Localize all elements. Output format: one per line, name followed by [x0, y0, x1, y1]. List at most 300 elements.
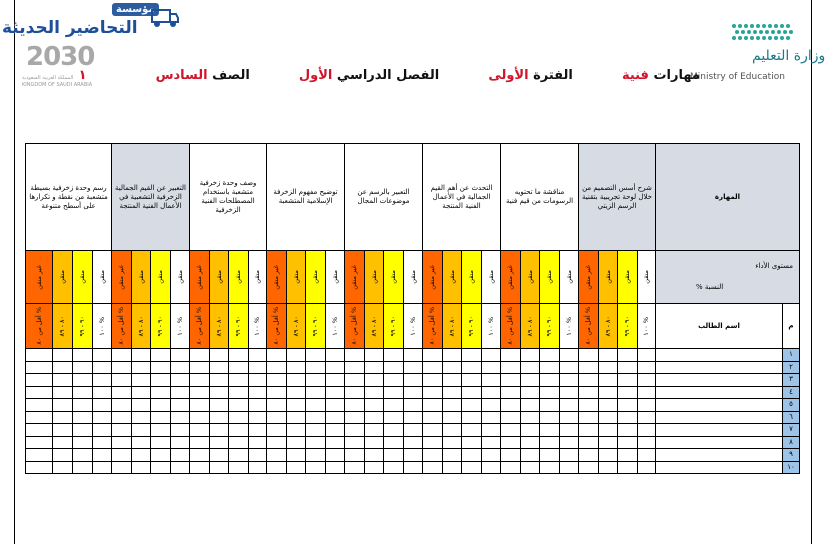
grade-cell[interactable] [482, 399, 501, 412]
grade-cell[interactable] [482, 374, 501, 387]
grade-cell[interactable] [365, 349, 384, 362]
grade-cell[interactable] [326, 349, 345, 362]
grade-cell[interactable] [462, 386, 482, 399]
grade-cell[interactable] [404, 411, 423, 424]
grade-cell[interactable] [365, 399, 384, 412]
grade-cell[interactable] [345, 361, 365, 374]
student-name-cell[interactable] [656, 449, 783, 462]
grade-cell[interactable] [210, 411, 229, 424]
grade-cell[interactable] [190, 374, 210, 387]
grade-cell[interactable] [482, 386, 501, 399]
grade-cell[interactable] [132, 361, 151, 374]
grade-cell[interactable] [618, 424, 638, 437]
grade-cell[interactable] [462, 461, 482, 474]
grade-cell[interactable] [229, 411, 249, 424]
grade-cell[interactable] [404, 449, 423, 462]
grade-cell[interactable] [93, 461, 112, 474]
grade-cell[interactable] [249, 399, 267, 412]
grade-cell[interactable] [618, 449, 638, 462]
grade-cell[interactable] [540, 361, 560, 374]
grade-cell[interactable] [365, 386, 384, 399]
grade-cell[interactable] [365, 374, 384, 387]
grade-cell[interactable] [579, 436, 599, 449]
grade-cell[interactable] [423, 361, 443, 374]
grade-cell[interactable] [501, 461, 521, 474]
grade-cell[interactable] [501, 386, 521, 399]
grade-cell[interactable] [501, 374, 521, 387]
grade-cell[interactable] [521, 424, 540, 437]
grade-cell[interactable] [540, 424, 560, 437]
grade-cell[interactable] [171, 449, 190, 462]
grade-cell[interactable] [462, 424, 482, 437]
grade-cell[interactable] [306, 374, 326, 387]
grade-cell[interactable] [423, 411, 443, 424]
grade-cell[interactable] [249, 424, 267, 437]
student-name-cell[interactable] [656, 461, 783, 474]
grade-cell[interactable] [267, 349, 287, 362]
grade-cell[interactable] [326, 461, 345, 474]
grade-cell[interactable] [171, 424, 190, 437]
grade-cell[interactable] [345, 411, 365, 424]
grade-cell[interactable] [423, 386, 443, 399]
grade-cell[interactable] [93, 349, 112, 362]
grade-cell[interactable] [345, 424, 365, 437]
grade-cell[interactable] [638, 361, 656, 374]
grade-cell[interactable] [210, 361, 229, 374]
grade-cell[interactable] [521, 449, 540, 462]
grade-cell[interactable] [73, 386, 93, 399]
student-name-cell[interactable] [656, 386, 783, 399]
grade-cell[interactable] [560, 399, 579, 412]
grade-cell[interactable] [404, 349, 423, 362]
student-name-cell[interactable] [656, 349, 783, 362]
grade-cell[interactable] [638, 399, 656, 412]
grade-cell[interactable] [599, 374, 618, 387]
student-name-cell[interactable] [656, 411, 783, 424]
grade-cell[interactable] [404, 386, 423, 399]
grade-cell[interactable] [93, 386, 112, 399]
grade-cell[interactable] [423, 399, 443, 412]
grade-cell[interactable] [190, 386, 210, 399]
grade-cell[interactable] [132, 436, 151, 449]
grade-cell[interactable] [306, 399, 326, 412]
grade-cell[interactable] [365, 411, 384, 424]
grade-cell[interactable] [112, 386, 132, 399]
grade-cell[interactable] [521, 411, 540, 424]
grade-cell[interactable] [93, 436, 112, 449]
grade-cell[interactable] [443, 361, 462, 374]
grade-cell[interactable] [521, 399, 540, 412]
grade-cell[interactable] [151, 461, 171, 474]
grade-cell[interactable] [345, 386, 365, 399]
grade-cell[interactable] [267, 386, 287, 399]
grade-cell[interactable] [599, 449, 618, 462]
grade-cell[interactable] [365, 361, 384, 374]
grade-cell[interactable] [443, 436, 462, 449]
grade-cell[interactable] [345, 349, 365, 362]
student-name-cell[interactable] [656, 361, 783, 374]
grade-cell[interactable] [560, 461, 579, 474]
grade-cell[interactable] [501, 411, 521, 424]
grade-cell[interactable] [73, 361, 93, 374]
grade-cell[interactable] [638, 424, 656, 437]
grade-cell[interactable] [267, 461, 287, 474]
grade-cell[interactable] [326, 449, 345, 462]
grade-cell[interactable] [267, 399, 287, 412]
grade-cell[interactable] [306, 449, 326, 462]
grade-cell[interactable] [171, 386, 190, 399]
grade-cell[interactable] [521, 436, 540, 449]
grade-cell[interactable] [151, 424, 171, 437]
grade-cell[interactable] [501, 349, 521, 362]
grade-cell[interactable] [384, 411, 404, 424]
grade-cell[interactable] [579, 449, 599, 462]
grade-cell[interactable] [326, 374, 345, 387]
grade-cell[interactable] [53, 424, 73, 437]
grade-cell[interactable] [560, 424, 579, 437]
grade-cell[interactable] [404, 424, 423, 437]
grade-cell[interactable] [365, 436, 384, 449]
grade-cell[interactable] [26, 436, 53, 449]
grade-cell[interactable] [404, 374, 423, 387]
grade-cell[interactable] [132, 399, 151, 412]
grade-cell[interactable] [73, 436, 93, 449]
grade-cell[interactable] [599, 399, 618, 412]
grade-cell[interactable] [560, 436, 579, 449]
grade-cell[interactable] [73, 399, 93, 412]
grade-cell[interactable] [93, 374, 112, 387]
grade-cell[interactable] [482, 461, 501, 474]
grade-cell[interactable] [462, 436, 482, 449]
grade-cell[interactable] [560, 449, 579, 462]
student-name-cell[interactable] [656, 424, 783, 437]
grade-cell[interactable] [267, 374, 287, 387]
grade-cell[interactable] [306, 361, 326, 374]
grade-cell[interactable] [618, 374, 638, 387]
grade-cell[interactable] [229, 449, 249, 462]
grade-cell[interactable] [482, 424, 501, 437]
grade-cell[interactable] [93, 399, 112, 412]
grade-cell[interactable] [287, 436, 306, 449]
grade-cell[interactable] [26, 361, 53, 374]
student-name-cell[interactable] [656, 374, 783, 387]
grade-cell[interactable] [190, 411, 210, 424]
grade-cell[interactable] [132, 424, 151, 437]
grade-cell[interactable] [306, 386, 326, 399]
grade-cell[interactable] [210, 399, 229, 412]
grade-cell[interactable] [171, 411, 190, 424]
grade-cell[interactable] [171, 374, 190, 387]
grade-cell[interactable] [462, 399, 482, 412]
grade-cell[interactable] [501, 449, 521, 462]
grade-cell[interactable] [423, 349, 443, 362]
grade-cell[interactable] [540, 461, 560, 474]
grade-cell[interactable] [249, 374, 267, 387]
grade-cell[interactable] [443, 411, 462, 424]
grade-cell[interactable] [53, 461, 73, 474]
grade-cell[interactable] [501, 361, 521, 374]
grade-cell[interactable] [599, 424, 618, 437]
grade-cell[interactable] [618, 399, 638, 412]
grade-cell[interactable] [618, 461, 638, 474]
grade-cell[interactable] [599, 361, 618, 374]
grade-cell[interactable] [579, 399, 599, 412]
grade-cell[interactable] [229, 386, 249, 399]
grade-cell[interactable] [190, 461, 210, 474]
grade-cell[interactable] [249, 461, 267, 474]
grade-cell[interactable] [384, 386, 404, 399]
grade-cell[interactable] [540, 374, 560, 387]
grade-cell[interactable] [326, 411, 345, 424]
grade-cell[interactable] [443, 399, 462, 412]
grade-cell[interactable] [53, 399, 73, 412]
grade-cell[interactable] [365, 461, 384, 474]
grade-cell[interactable] [132, 386, 151, 399]
grade-cell[interactable] [326, 361, 345, 374]
grade-cell[interactable] [210, 374, 229, 387]
grade-cell[interactable] [384, 374, 404, 387]
grade-cell[interactable] [210, 461, 229, 474]
grade-cell[interactable] [287, 349, 306, 362]
grade-cell[interactable] [384, 361, 404, 374]
grade-cell[interactable] [462, 349, 482, 362]
grade-cell[interactable] [443, 424, 462, 437]
grade-cell[interactable] [521, 361, 540, 374]
grade-cell[interactable] [267, 436, 287, 449]
grade-cell[interactable] [26, 374, 53, 387]
grade-cell[interactable] [190, 399, 210, 412]
grade-cell[interactable] [599, 411, 618, 424]
grade-cell[interactable] [638, 449, 656, 462]
grade-cell[interactable] [267, 411, 287, 424]
grade-cell[interactable] [482, 411, 501, 424]
grade-cell[interactable] [112, 411, 132, 424]
grade-cell[interactable] [443, 374, 462, 387]
grade-cell[interactable] [151, 349, 171, 362]
grade-cell[interactable] [306, 424, 326, 437]
grade-cell[interactable] [26, 449, 53, 462]
grade-cell[interactable] [326, 436, 345, 449]
grade-cell[interactable] [171, 361, 190, 374]
grade-cell[interactable] [73, 461, 93, 474]
grade-cell[interactable] [287, 399, 306, 412]
grade-cell[interactable] [482, 361, 501, 374]
grade-cell[interactable] [618, 411, 638, 424]
grade-cell[interactable] [171, 461, 190, 474]
grade-cell[interactable] [404, 361, 423, 374]
grade-cell[interactable] [384, 424, 404, 437]
grade-cell[interactable] [26, 349, 53, 362]
grade-cell[interactable] [229, 349, 249, 362]
grade-cell[interactable] [73, 411, 93, 424]
grade-cell[interactable] [229, 436, 249, 449]
grade-cell[interactable] [501, 399, 521, 412]
grade-cell[interactable] [443, 461, 462, 474]
grade-cell[interactable] [151, 436, 171, 449]
grade-cell[interactable] [53, 374, 73, 387]
grade-cell[interactable] [579, 424, 599, 437]
grade-cell[interactable] [190, 361, 210, 374]
grade-cell[interactable] [53, 386, 73, 399]
grade-cell[interactable] [190, 449, 210, 462]
grade-cell[interactable] [210, 449, 229, 462]
grade-cell[interactable] [384, 461, 404, 474]
grade-cell[interactable] [501, 436, 521, 449]
grade-cell[interactable] [599, 349, 618, 362]
grade-cell[interactable] [345, 374, 365, 387]
grade-cell[interactable] [93, 411, 112, 424]
grade-cell[interactable] [287, 361, 306, 374]
grade-cell[interactable] [579, 386, 599, 399]
grade-cell[interactable] [638, 436, 656, 449]
grade-cell[interactable] [73, 424, 93, 437]
grade-cell[interactable] [132, 461, 151, 474]
grade-cell[interactable] [443, 386, 462, 399]
grade-cell[interactable] [560, 411, 579, 424]
grade-cell[interactable] [112, 399, 132, 412]
grade-cell[interactable] [482, 349, 501, 362]
grade-cell[interactable] [229, 399, 249, 412]
grade-cell[interactable] [599, 461, 618, 474]
grade-cell[interactable] [423, 436, 443, 449]
grade-cell[interactable] [190, 436, 210, 449]
grade-cell[interactable] [521, 349, 540, 362]
grade-cell[interactable] [229, 361, 249, 374]
grade-cell[interactable] [249, 349, 267, 362]
grade-cell[interactable] [618, 386, 638, 399]
grade-cell[interactable] [112, 436, 132, 449]
grade-cell[interactable] [112, 349, 132, 362]
grade-cell[interactable] [579, 411, 599, 424]
grade-cell[interactable] [521, 374, 540, 387]
grade-cell[interactable] [171, 436, 190, 449]
grade-cell[interactable] [423, 424, 443, 437]
grade-cell[interactable] [540, 449, 560, 462]
grade-cell[interactable] [618, 436, 638, 449]
student-name-cell[interactable] [656, 436, 783, 449]
grade-cell[interactable] [306, 411, 326, 424]
grade-cell[interactable] [287, 449, 306, 462]
grade-cell[interactable] [345, 399, 365, 412]
grade-cell[interactable] [151, 361, 171, 374]
grade-cell[interactable] [132, 411, 151, 424]
grade-cell[interactable] [560, 386, 579, 399]
grade-cell[interactable] [560, 349, 579, 362]
grade-cell[interactable] [190, 424, 210, 437]
grade-cell[interactable] [151, 411, 171, 424]
grade-cell[interactable] [560, 361, 579, 374]
grade-cell[interactable] [599, 386, 618, 399]
grade-cell[interactable] [151, 449, 171, 462]
grade-cell[interactable] [132, 449, 151, 462]
grade-cell[interactable] [638, 349, 656, 362]
grade-cell[interactable] [112, 424, 132, 437]
grade-cell[interactable] [404, 436, 423, 449]
grade-cell[interactable] [249, 436, 267, 449]
grade-cell[interactable] [462, 374, 482, 387]
grade-cell[interactable] [210, 424, 229, 437]
grade-cell[interactable] [560, 374, 579, 387]
grade-cell[interactable] [423, 449, 443, 462]
grade-cell[interactable] [287, 424, 306, 437]
grade-cell[interactable] [443, 449, 462, 462]
grade-cell[interactable] [112, 461, 132, 474]
grade-cell[interactable] [112, 374, 132, 387]
grade-cell[interactable] [73, 349, 93, 362]
grade-cell[interactable] [326, 399, 345, 412]
grade-cell[interactable] [540, 386, 560, 399]
grade-cell[interactable] [482, 436, 501, 449]
grade-cell[interactable] [540, 349, 560, 362]
grade-cell[interactable] [210, 386, 229, 399]
grade-cell[interactable] [26, 399, 53, 412]
grade-cell[interactable] [26, 386, 53, 399]
grade-cell[interactable] [287, 374, 306, 387]
grade-cell[interactable] [638, 374, 656, 387]
grade-cell[interactable] [229, 374, 249, 387]
grade-cell[interactable] [229, 424, 249, 437]
grade-cell[interactable] [229, 461, 249, 474]
grade-cell[interactable] [73, 374, 93, 387]
grade-cell[interactable] [151, 374, 171, 387]
grade-cell[interactable] [404, 461, 423, 474]
grade-cell[interactable] [267, 424, 287, 437]
grade-cell[interactable] [326, 424, 345, 437]
grade-cell[interactable] [26, 424, 53, 437]
grade-cell[interactable] [151, 399, 171, 412]
grade-cell[interactable] [267, 361, 287, 374]
grade-cell[interactable] [384, 399, 404, 412]
grade-cell[interactable] [501, 424, 521, 437]
grade-cell[interactable] [53, 349, 73, 362]
grade-cell[interactable] [365, 449, 384, 462]
grade-cell[interactable] [132, 349, 151, 362]
grade-cell[interactable] [306, 349, 326, 362]
grade-cell[interactable] [638, 386, 656, 399]
grade-cell[interactable] [345, 461, 365, 474]
grade-cell[interactable] [482, 449, 501, 462]
grade-cell[interactable] [171, 349, 190, 362]
grade-cell[interactable] [345, 449, 365, 462]
grade-cell[interactable] [638, 461, 656, 474]
grade-cell[interactable] [306, 461, 326, 474]
grade-cell[interactable] [26, 411, 53, 424]
grade-cell[interactable] [384, 349, 404, 362]
grade-cell[interactable] [287, 386, 306, 399]
grade-cell[interactable] [249, 411, 267, 424]
grade-cell[interactable] [112, 449, 132, 462]
grade-cell[interactable] [462, 449, 482, 462]
grade-cell[interactable] [365, 424, 384, 437]
grade-cell[interactable] [132, 374, 151, 387]
grade-cell[interactable] [462, 411, 482, 424]
grade-cell[interactable] [306, 436, 326, 449]
grade-cell[interactable] [287, 411, 306, 424]
grade-cell[interactable] [53, 361, 73, 374]
grade-cell[interactable] [423, 374, 443, 387]
grade-cell[interactable] [540, 436, 560, 449]
grade-cell[interactable] [579, 349, 599, 362]
grade-cell[interactable] [345, 436, 365, 449]
grade-cell[interactable] [540, 411, 560, 424]
grade-cell[interactable] [579, 361, 599, 374]
grade-cell[interactable] [93, 424, 112, 437]
grade-cell[interactable] [384, 436, 404, 449]
grade-cell[interactable] [618, 349, 638, 362]
grade-cell[interactable] [151, 386, 171, 399]
grade-cell[interactable] [326, 386, 345, 399]
grade-cell[interactable] [423, 461, 443, 474]
